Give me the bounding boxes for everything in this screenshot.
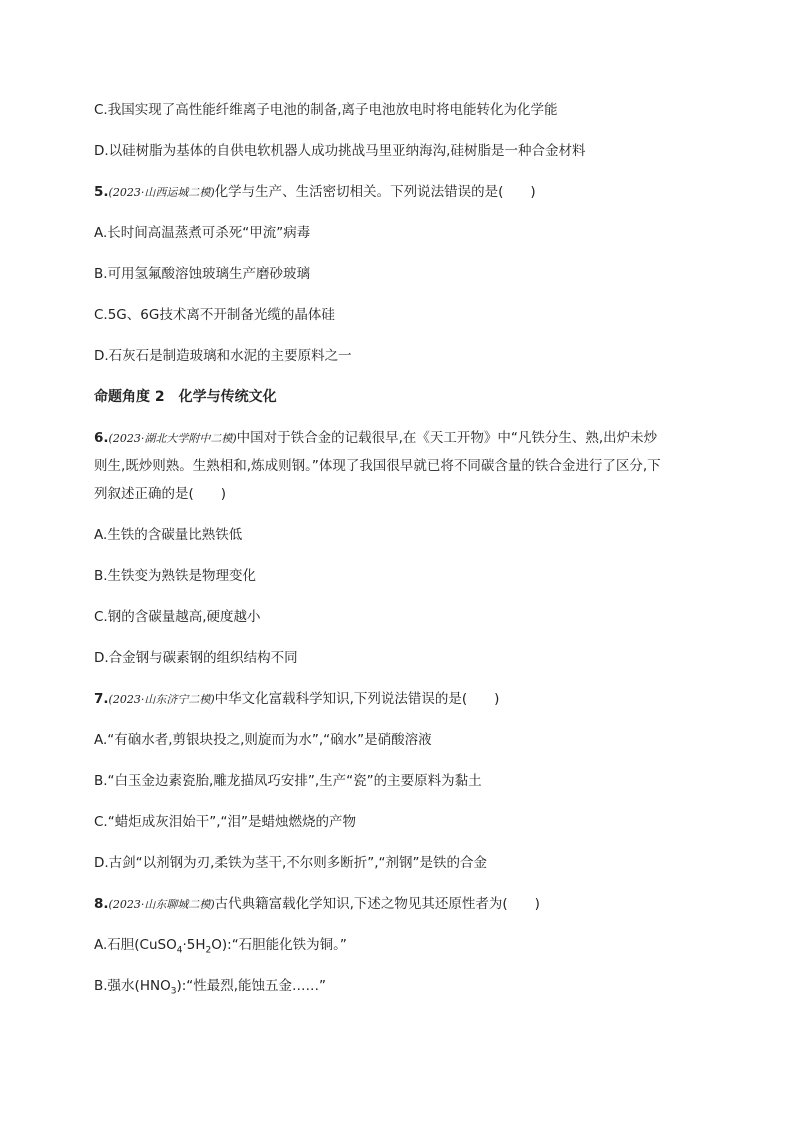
subscript: 2 xyxy=(205,945,212,956)
option-c-prev: C.我国实现了高性能纤维离子电池的制备,离子电池放电时将电能转化为化学能 xyxy=(94,102,558,118)
section-heading: 命题角度 2 化学与传统文化 xyxy=(94,389,277,405)
question-text: 中华文化富载科学知识,下列说法错误的是( ) xyxy=(214,691,500,707)
question-source: (2023·山西运城二模) xyxy=(108,186,215,199)
q6-option-b: B.生铁变为熟铁是物理变化 xyxy=(94,568,257,584)
q5-option-d: D.石灰石是制造玻璃和水泥的主要原料之一 xyxy=(94,348,352,364)
q5-option-c: C.5G、6G技术离不开制备光缆的晶体硅 xyxy=(94,307,335,323)
q6-option-d: D.合金钢与碳素钢的组织结构不同 xyxy=(94,650,298,666)
question-source: (2023·山东聊城二模) xyxy=(108,898,215,911)
question-number: 7. xyxy=(94,691,109,707)
question-text: 化学与生产、生活密切相关。下列说法错误的是( ) xyxy=(214,184,536,200)
q7-option-b: B.“白玉金边素瓷胎,雕龙描凤巧安排”,生产“瓷”的主要原料为黏土 xyxy=(94,773,482,789)
question-text: 古代典籍富载化学知识,下述之物见其还原性者为( ) xyxy=(214,896,540,912)
subscript: 4 xyxy=(176,945,183,956)
question-8-stem xyxy=(94,894,540,915)
question-number: 8. xyxy=(94,896,109,912)
q7-option-c: C.“蜡炬成灰泪始干”,“泪”是蜡烛燃烧的产物 xyxy=(94,814,356,830)
question-6-stem-1 xyxy=(94,428,657,449)
q8-b-text: ):“性最烈,能蚀五金……” xyxy=(176,978,327,994)
question-source: (2023·山东济宁二模) xyxy=(108,693,215,706)
question-number: 5. xyxy=(94,184,109,200)
q8-a-text: A.石胆(CuSO xyxy=(94,937,177,953)
question-6-stem-2: 则生,既炒则熟。生熟相和,炼成则钢。”体现了我国很早就已将不同碳含量的铁合金进行了区分,下 xyxy=(94,458,661,474)
question-5-stem xyxy=(94,182,536,203)
q8-b-text: B.强水(HNO xyxy=(94,978,171,994)
question-source: (2023·湖北大学附中二模) xyxy=(108,432,237,445)
q8-a-text: ·5H xyxy=(182,937,206,953)
option-d-prev: D.以硅树脂为基体的自供电软机器人成功挑战马里亚纳海沟,硅树脂是一种合金材料 xyxy=(94,143,586,159)
q5-option-b: B.可用氢氟酸溶蚀玻璃生产磨砂玻璃 xyxy=(94,266,311,282)
q5-option-a: A.长时间高温蒸煮可杀死“甲流”病毒 xyxy=(94,225,311,241)
q7-option-d: D.古剑“以剂钢为刃,柔铁为茎干,不尔则多断折”,“剂钢”是铁的合金 xyxy=(94,855,488,871)
question-7-stem xyxy=(94,689,499,710)
question-6-stem-3: 列叙述正确的是( ) xyxy=(94,486,227,502)
subscript: 3 xyxy=(170,986,177,997)
q6-option-a: A.生铁的含碳量比熟铁低 xyxy=(94,527,243,543)
q7-option-a: A.“有硇水者,剪银块投之,则旋而为水”,“硇水”是硝酸溶液 xyxy=(94,732,432,748)
question-text: 中国对于铁合金的记载很早,在《天工开物》中“凡铁分生、熟,出炉未炒 xyxy=(236,430,658,446)
q8-a-text: O):“石胆能化铁为铜。” xyxy=(211,937,347,953)
question-number: 6. xyxy=(94,430,109,446)
q6-option-c: C.钢的含碳量越高,硬度越小 xyxy=(94,609,261,625)
q8-option-b xyxy=(94,976,326,1002)
q8-option-a xyxy=(94,935,347,961)
